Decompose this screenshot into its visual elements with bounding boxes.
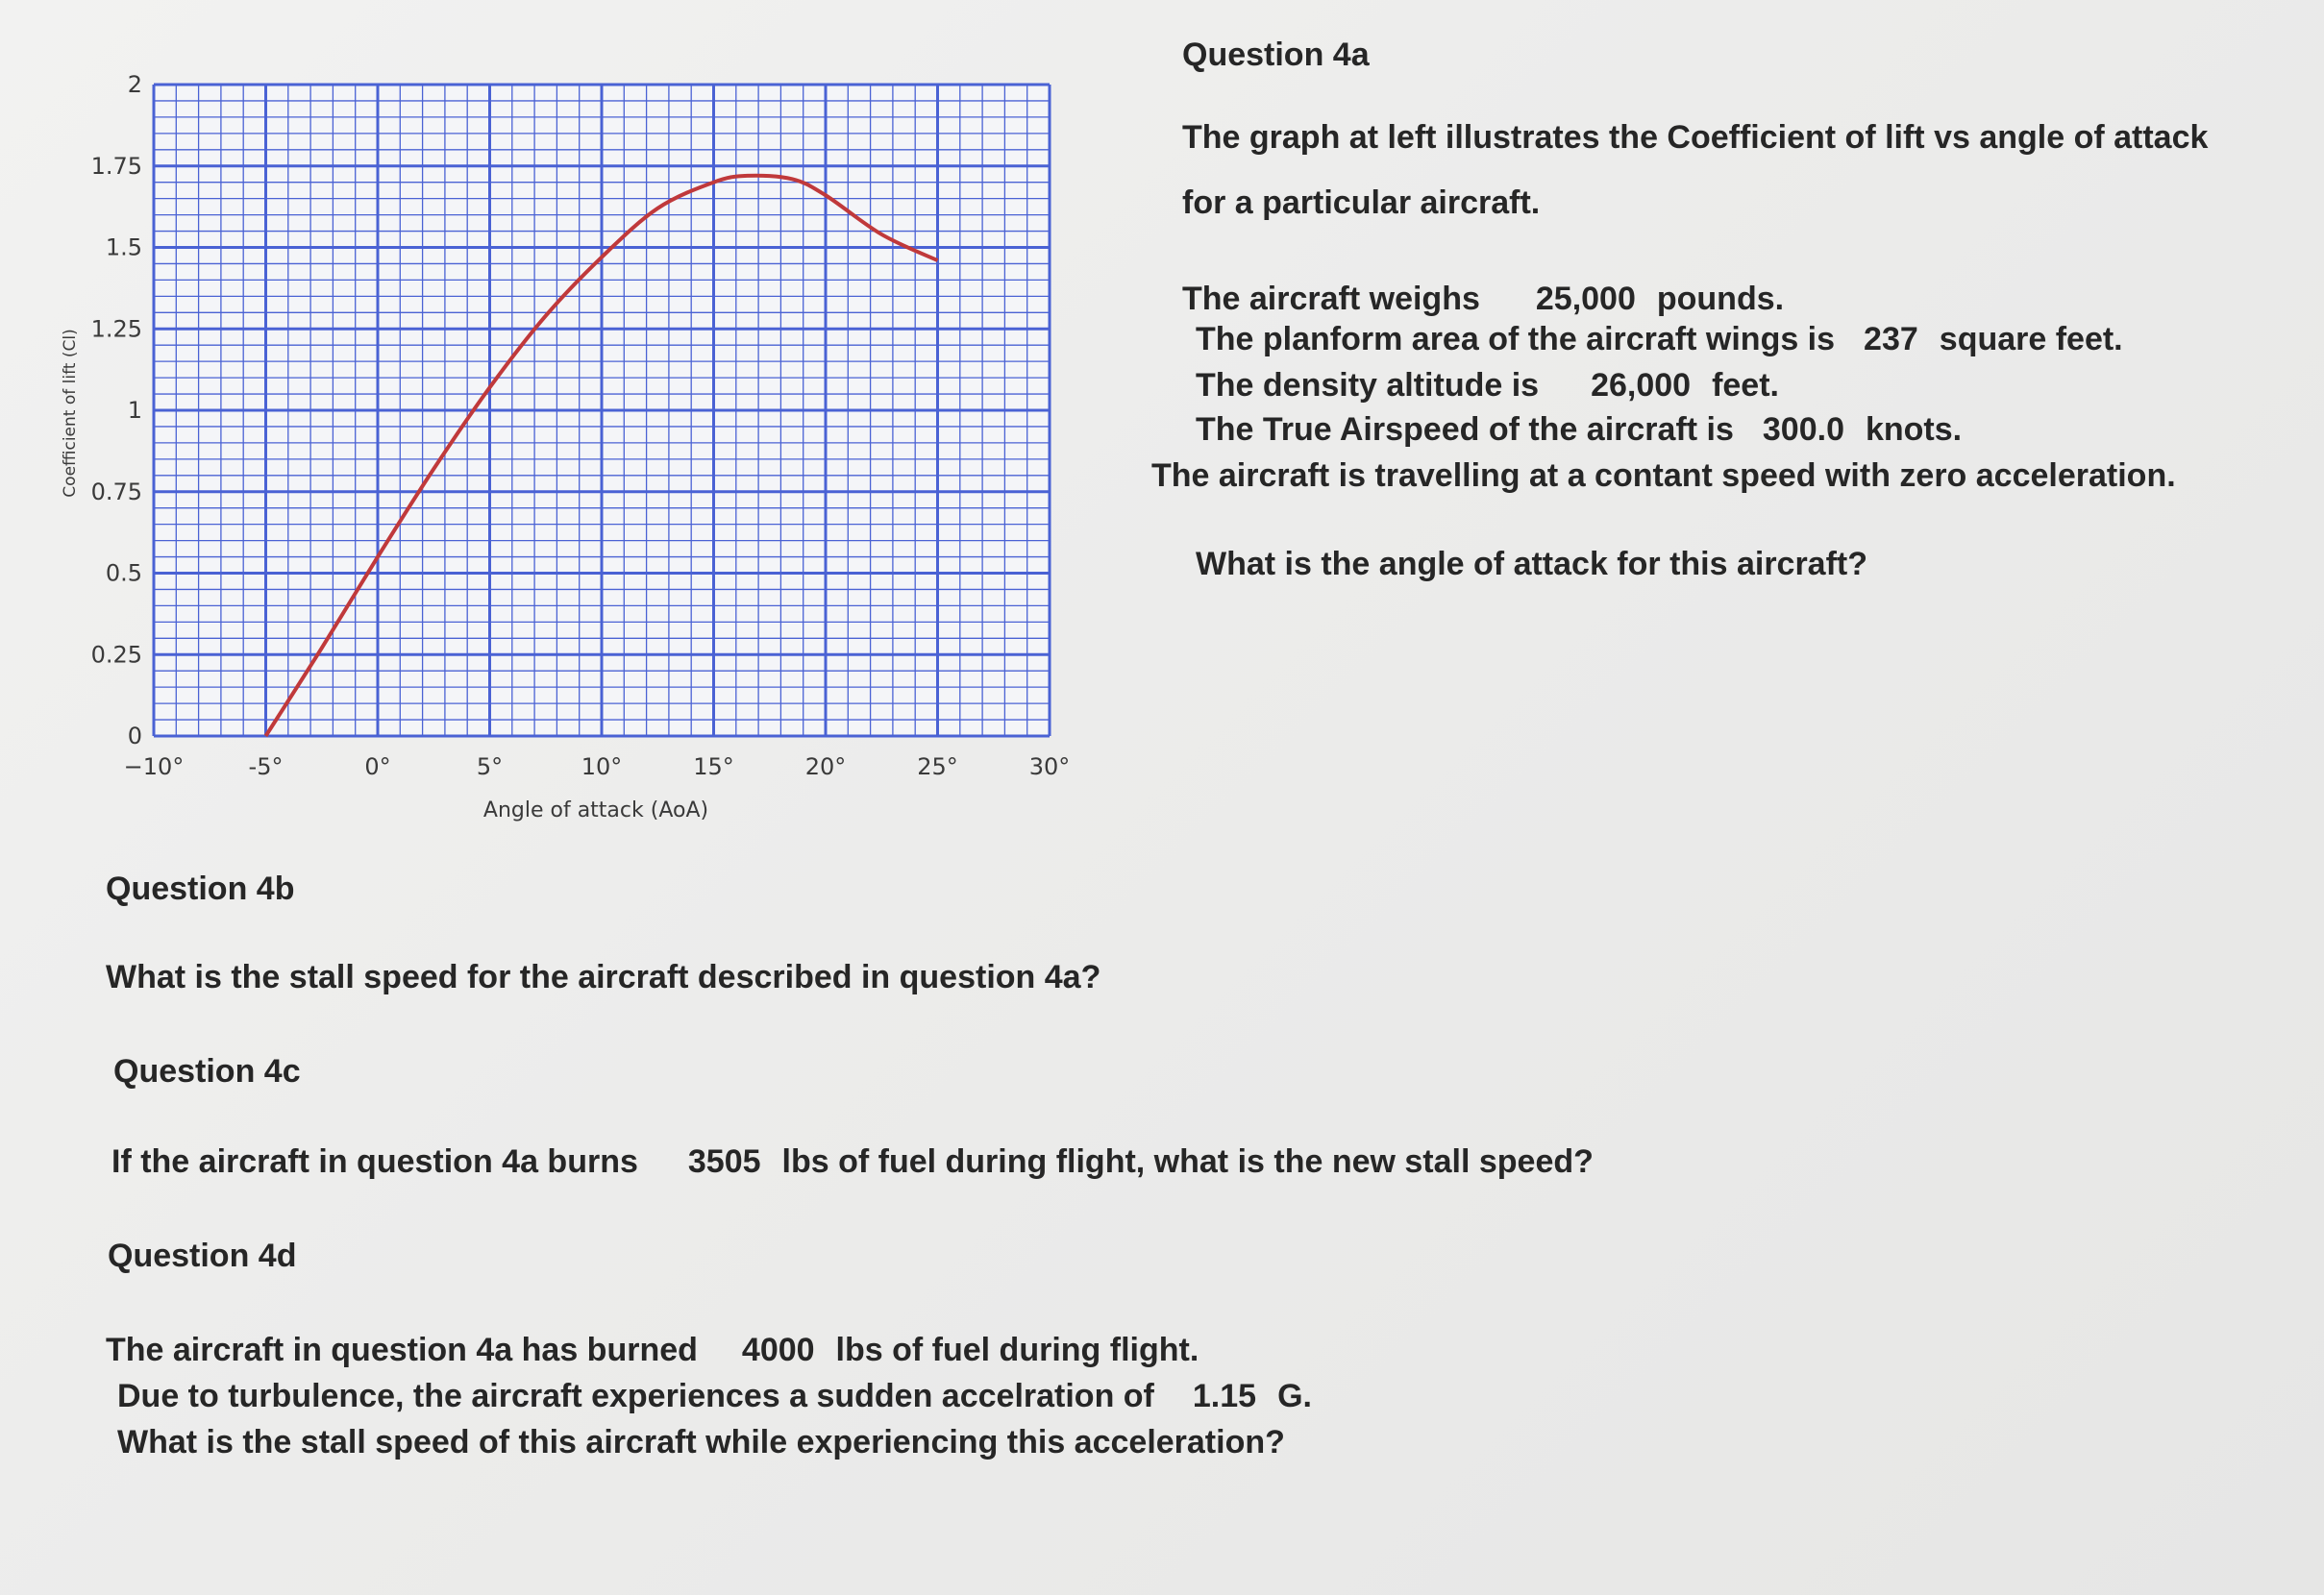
y-tick-label: 1.75: [90, 152, 142, 180]
x-tick-label: -5°: [248, 753, 284, 780]
tas-label: The True Airspeed of the aircraft is: [1196, 411, 1734, 448]
tas-value: 300.0: [1762, 411, 1844, 448]
question-4a-prompt: What is the angle of attack for this aircraft?: [1196, 546, 1868, 582]
fuel-burned-label: The aircraft in question 4a has burned: [106, 1332, 698, 1368]
question-4d-line2: [117, 1378, 1312, 1415]
weight-statement: [1182, 281, 1784, 318]
y-tick-label: 1: [127, 397, 142, 424]
x-tick-label: 10°: [581, 753, 623, 780]
question-4c-title: Question 4c: [113, 1053, 301, 1090]
density-statement: [1196, 367, 1779, 405]
x-tick-label: −10°: [123, 753, 185, 780]
weight-value: 25,000: [1535, 281, 1636, 317]
chart-grid: [154, 85, 1050, 736]
x-tick-label: 20°: [804, 753, 847, 780]
x-tick-label: 25°: [917, 753, 958, 780]
x-tick-label: 0°: [364, 753, 391, 780]
question-4a-intro-line2: for a particular aircraft.: [1182, 184, 1541, 221]
density-label: The density altitude is: [1196, 367, 1540, 404]
acceleration-label: Due to turbulence, the aircraft experiences a sudden accelration of: [117, 1378, 1154, 1414]
fuel-burn-label: If the aircraft in question 4a burns: [111, 1143, 638, 1180]
question-4a-title: Question 4a: [1182, 37, 1370, 73]
question-4d-line3: What is the stall speed of this aircraft while experiencing this acceleration?: [117, 1424, 1285, 1460]
area-statement: [1196, 321, 2123, 358]
x-axis-ticks: [124, 753, 1071, 780]
question-4d-title: Question 4d: [108, 1238, 297, 1274]
y-tick-label: 2: [127, 71, 142, 98]
x-tick-label: 15°: [693, 753, 734, 780]
constant-speed-statement: The aircraft is travelling at a contant speed with zero acceleration.: [1151, 457, 2176, 494]
density-value: 26,000: [1591, 367, 1692, 404]
question-4b-prompt: What is the stall speed for the aircraft described in question 4a?: [106, 959, 1101, 995]
question-4d-line1: [106, 1332, 1199, 1369]
acceleration-value: 1.15: [1192, 1378, 1257, 1414]
y-tick-label: 1.5: [105, 233, 142, 261]
y-axis-label: Coefficient of lift (Cl): [61, 329, 80, 498]
y-tick-label: 0: [127, 723, 142, 749]
weight-unit: pounds.: [1656, 281, 1785, 317]
lift-coefficient-chart: [0, 0, 1134, 846]
y-tick-label: 0.5: [105, 559, 142, 587]
y-tick-label: 1.25: [90, 315, 142, 343]
acceleration-unit: G.: [1277, 1378, 1312, 1414]
area-value: 237: [1864, 321, 1918, 357]
fuel-burn-value: 3505: [687, 1143, 761, 1180]
y-tick-label: 0.25: [90, 641, 142, 669]
area-label: The planform area of the aircraft wings is: [1196, 321, 1836, 357]
tas-unit: knots.: [1865, 411, 1963, 448]
area-unit: square feet.: [1939, 321, 2123, 357]
fuel-burned-value: 4000: [741, 1332, 815, 1368]
question-4b-title: Question 4b: [106, 871, 295, 907]
fuel-burn-rest: lbs of fuel during flight, what is the new stall speed?: [781, 1143, 1594, 1180]
question-4a-intro-line1: The graph at left illustrates the Coefficient of lift vs angle of attack: [1182, 119, 2209, 156]
question-4c-prompt: [111, 1143, 1594, 1181]
x-axis-label: Angle of attack (AoA): [482, 798, 709, 822]
x-tick-label: 30°: [1028, 753, 1071, 780]
density-unit: feet.: [1712, 367, 1779, 404]
y-tick-label: 0.75: [90, 478, 142, 505]
tas-statement: [1196, 411, 1962, 449]
x-tick-label: 5°: [476, 753, 504, 780]
y-axis-ticks: [91, 71, 142, 749]
fuel-burned-rest: lbs of fuel during flight.: [835, 1332, 1199, 1368]
weight-label: The aircraft weighs: [1182, 281, 1480, 317]
